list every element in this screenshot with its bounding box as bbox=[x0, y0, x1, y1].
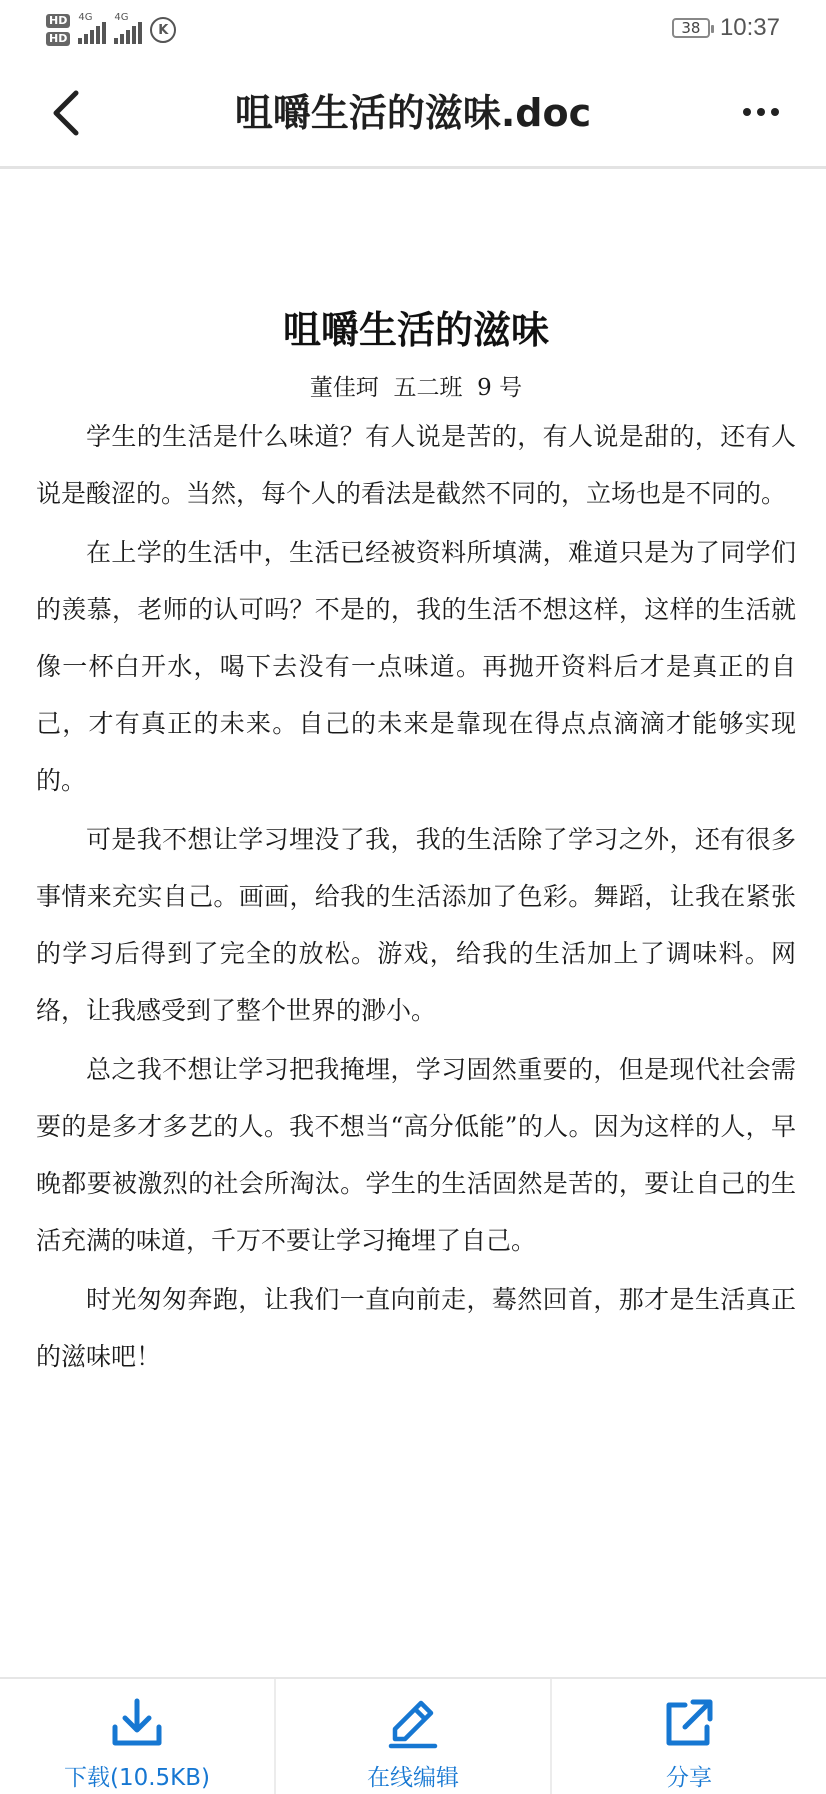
online-edit-label: 在线编辑 bbox=[367, 1765, 459, 1791]
title-bar bbox=[0, 56, 826, 169]
hd2-badge: HD bbox=[46, 32, 70, 46]
document-body bbox=[36, 300, 796, 1385]
clock: 10:37 bbox=[719, 14, 780, 41]
network-1-label: 4G bbox=[78, 12, 93, 23]
battery-icon: 38 bbox=[672, 18, 710, 38]
download-button[interactable] bbox=[0, 1679, 274, 1794]
network-2-label: 4G bbox=[114, 12, 129, 23]
share-label: 分享 bbox=[666, 1765, 712, 1791]
signal-2-icon bbox=[114, 12, 142, 44]
bottom-action-bar bbox=[0, 1677, 826, 1794]
document-author: 董佳珂 五二班 9 号 bbox=[309, 375, 523, 401]
more-dot-icon bbox=[757, 108, 765, 116]
download-icon bbox=[107, 1693, 167, 1753]
paragraph: 学生的生活是什么味道？有人说是苦的，有人说是甜的，还有人说是酸涩的。当然，每个人的看法是截然不同的，立场也是不同的。 bbox=[36, 422, 796, 508]
status-bar bbox=[0, 0, 826, 56]
status-left bbox=[46, 8, 176, 52]
signal-1-icon bbox=[78, 12, 106, 44]
paragraph: 总之我不想让学习把我掩埋，学习固然重要的，但是现代社会需要的是多才多艺的人。我不想当“高分低能”的人。因为这样的人，早晚都要被激烈的社会所淘汰。学生的生活固然是苦的，要让自己的生活充满的味道，千万不要让学习掩埋了自己。 bbox=[36, 1055, 796, 1255]
hd-indicators bbox=[46, 14, 70, 46]
hd1-badge: HD bbox=[46, 14, 70, 28]
share-button[interactable] bbox=[550, 1679, 826, 1794]
pencil-icon bbox=[383, 1693, 443, 1753]
more-options-button[interactable] bbox=[736, 92, 786, 132]
back-button[interactable] bbox=[40, 86, 90, 140]
more-dot-icon bbox=[743, 108, 751, 116]
chevron-left-icon bbox=[50, 89, 80, 137]
carrier-k-icon: K bbox=[150, 17, 176, 43]
online-edit-button[interactable] bbox=[274, 1679, 550, 1794]
document-heading: 咀嚼生活的滋味 bbox=[282, 307, 549, 352]
more-dot-icon bbox=[771, 108, 779, 116]
download-label: 下载(10.5KB) bbox=[63, 1765, 211, 1791]
paragraph: 可是我不想让学习埋没了我，我的生活除了学习之外，还有很多事情来充实自己。画画，给我的生活添加了色彩。舞蹈，让我在紧张的学习后得到了完全的放松。游戏，给我的生活加上了调味料。网络，让我感受到了整个世界的渺小。 bbox=[36, 825, 796, 1025]
paragraph: 时光匆匆奔跑，让我们一直向前走，蓦然回首，那才是生活真正的滋味吧！ bbox=[36, 1285, 796, 1371]
status-right bbox=[672, 12, 780, 44]
paragraph: 在上学的生活中，生活已经被资料所填满，难道只是为了同学们的羡慕，老师的认可吗？不是的，我的生活不想这样，这样的生活就像一杯白开水，喝下去没有一点味道。再抛开资料后才是真正的自己，才有真正的未来。自己的未来是靠现在得点点滴滴才能够实现的。 bbox=[36, 538, 796, 795]
document-title: 咀嚼生活的滋味.doc bbox=[234, 91, 592, 135]
share-icon bbox=[659, 1693, 719, 1753]
